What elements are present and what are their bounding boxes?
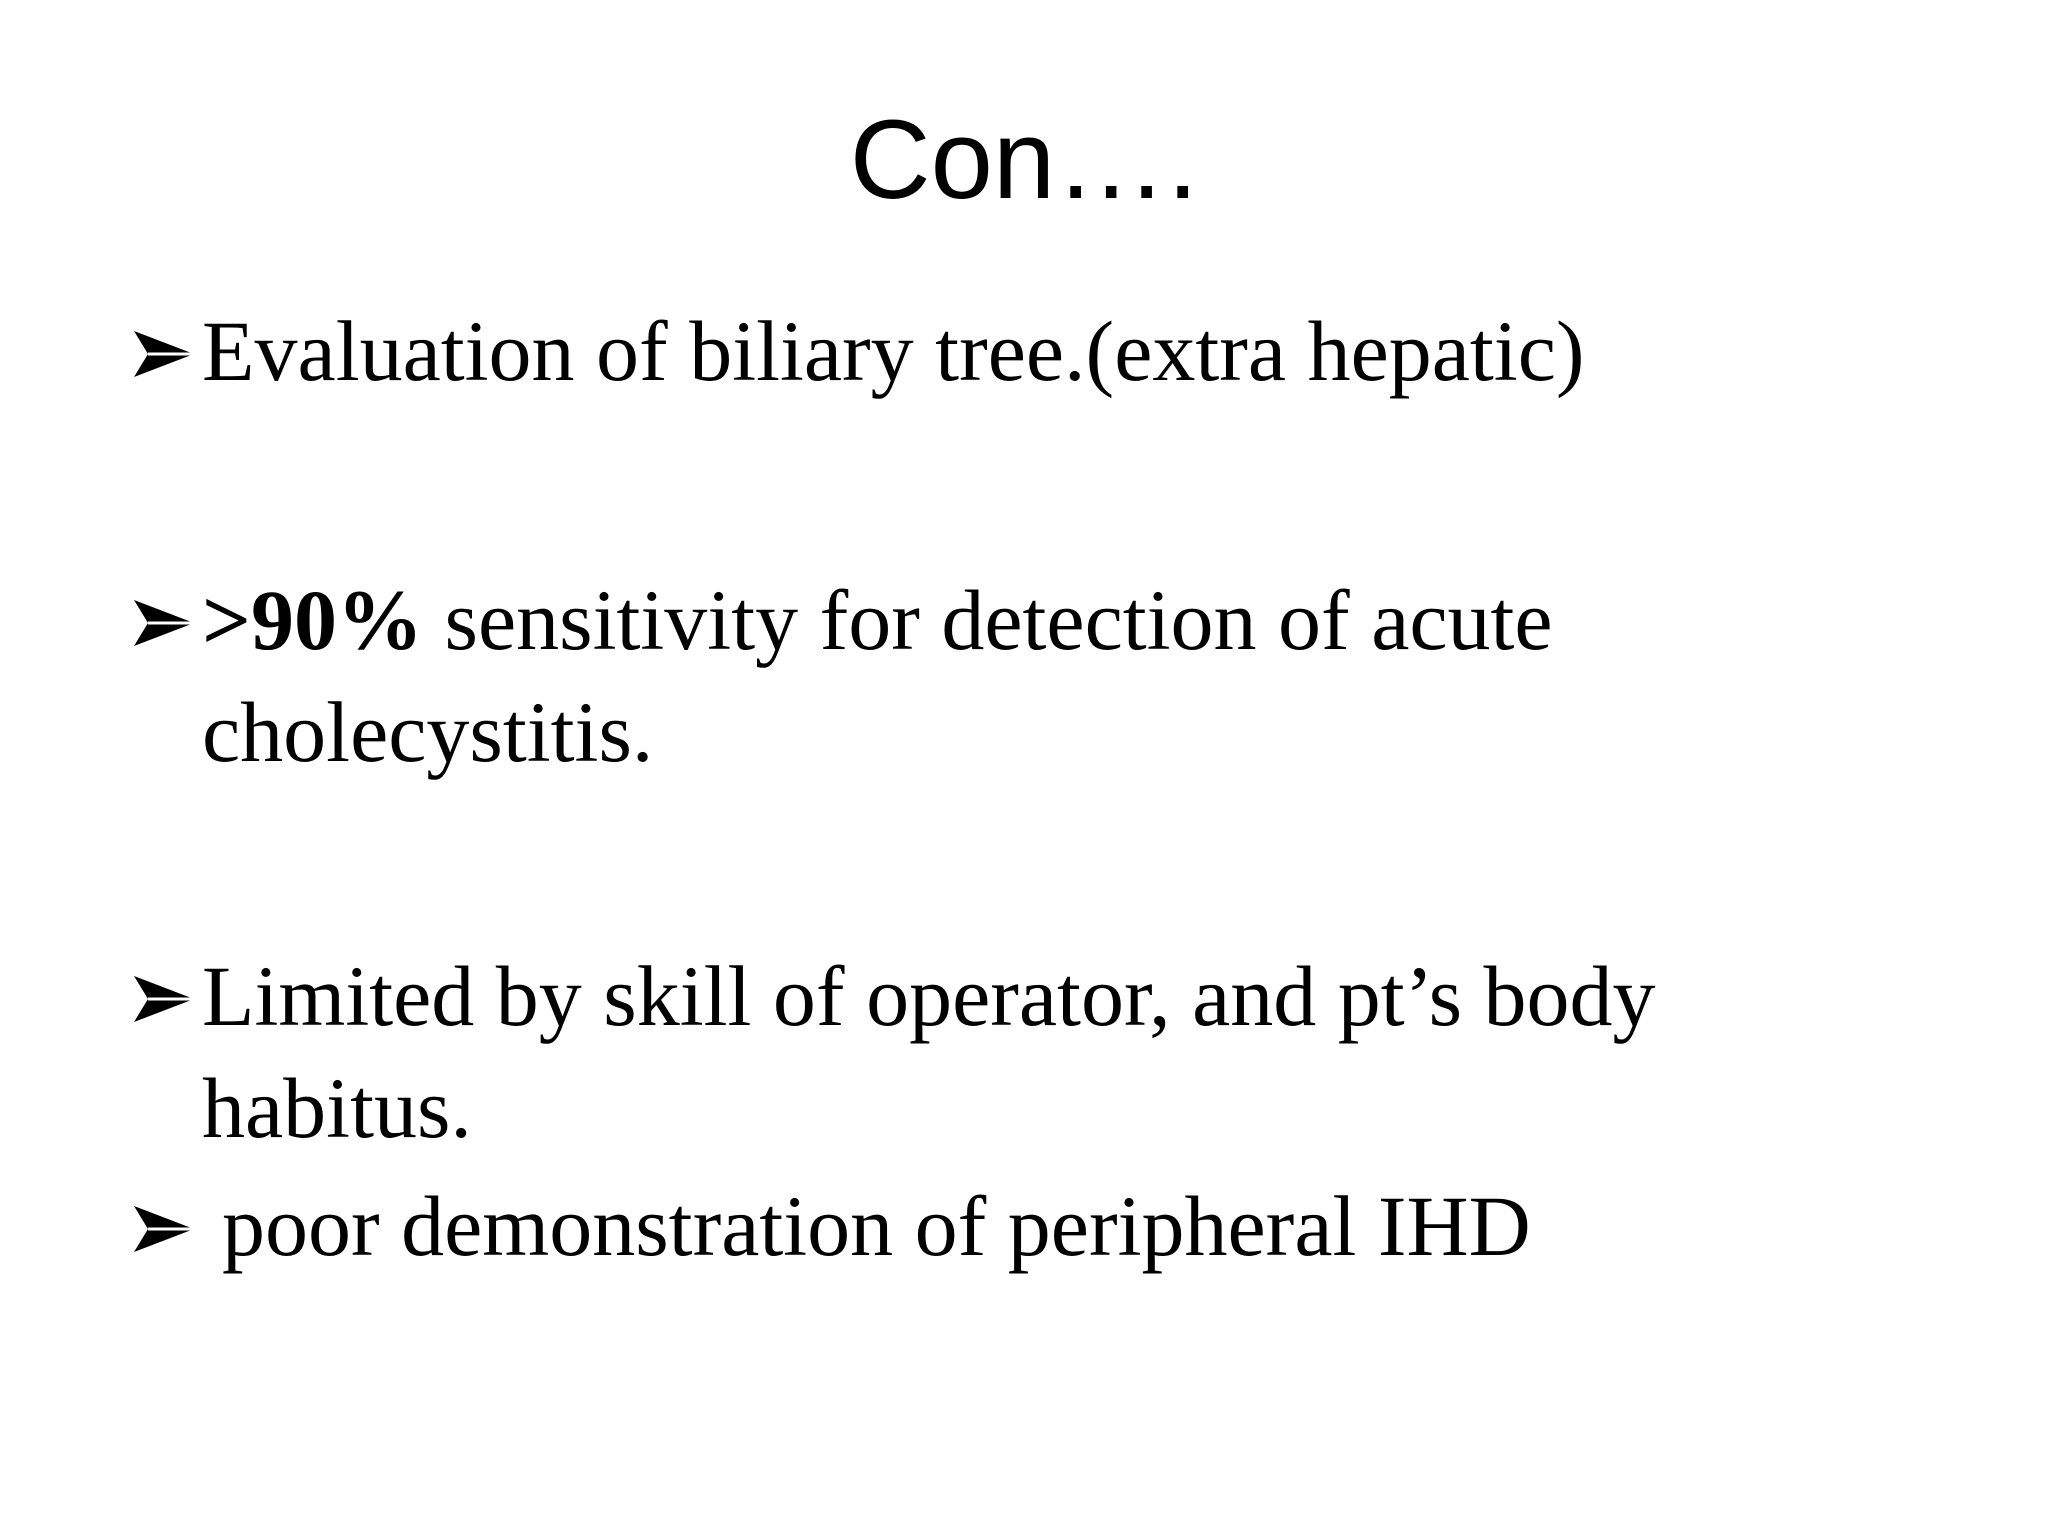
bullet-item: [130, 295, 1910, 407]
slide-title: Con….: [849, 97, 1199, 222]
bullet-text: [202, 940, 1910, 1164]
bullet-text: [202, 564, 1910, 788]
bullet-plain-text: sensitivity for detection of acute cholecystitis.: [202, 572, 1553, 780]
bullet-plain-text: Limited by skill of operator, and pt’s body habitus.: [202, 948, 1656, 1156]
arrowhead-bullet-icon: [130, 1170, 202, 1282]
arrowhead-bullet-icon: [130, 295, 202, 407]
bullet-text: [202, 295, 1910, 407]
bullet-item: [130, 940, 1910, 1164]
bullet-plain-text: poor demonstration of peripheral IHD: [222, 1178, 1531, 1274]
arrowhead-bullet-icon: [130, 940, 202, 1052]
bullet-text: [222, 1170, 1910, 1282]
arrowhead-bullet-icon: [130, 564, 202, 676]
bullet-bold-text: >90%: [202, 572, 424, 668]
bullet-item: [130, 1170, 1910, 1282]
bullet-item: [130, 564, 1910, 788]
bullet-plain-text: Evaluation of biliary tree.(extra hepatic): [202, 303, 1585, 399]
